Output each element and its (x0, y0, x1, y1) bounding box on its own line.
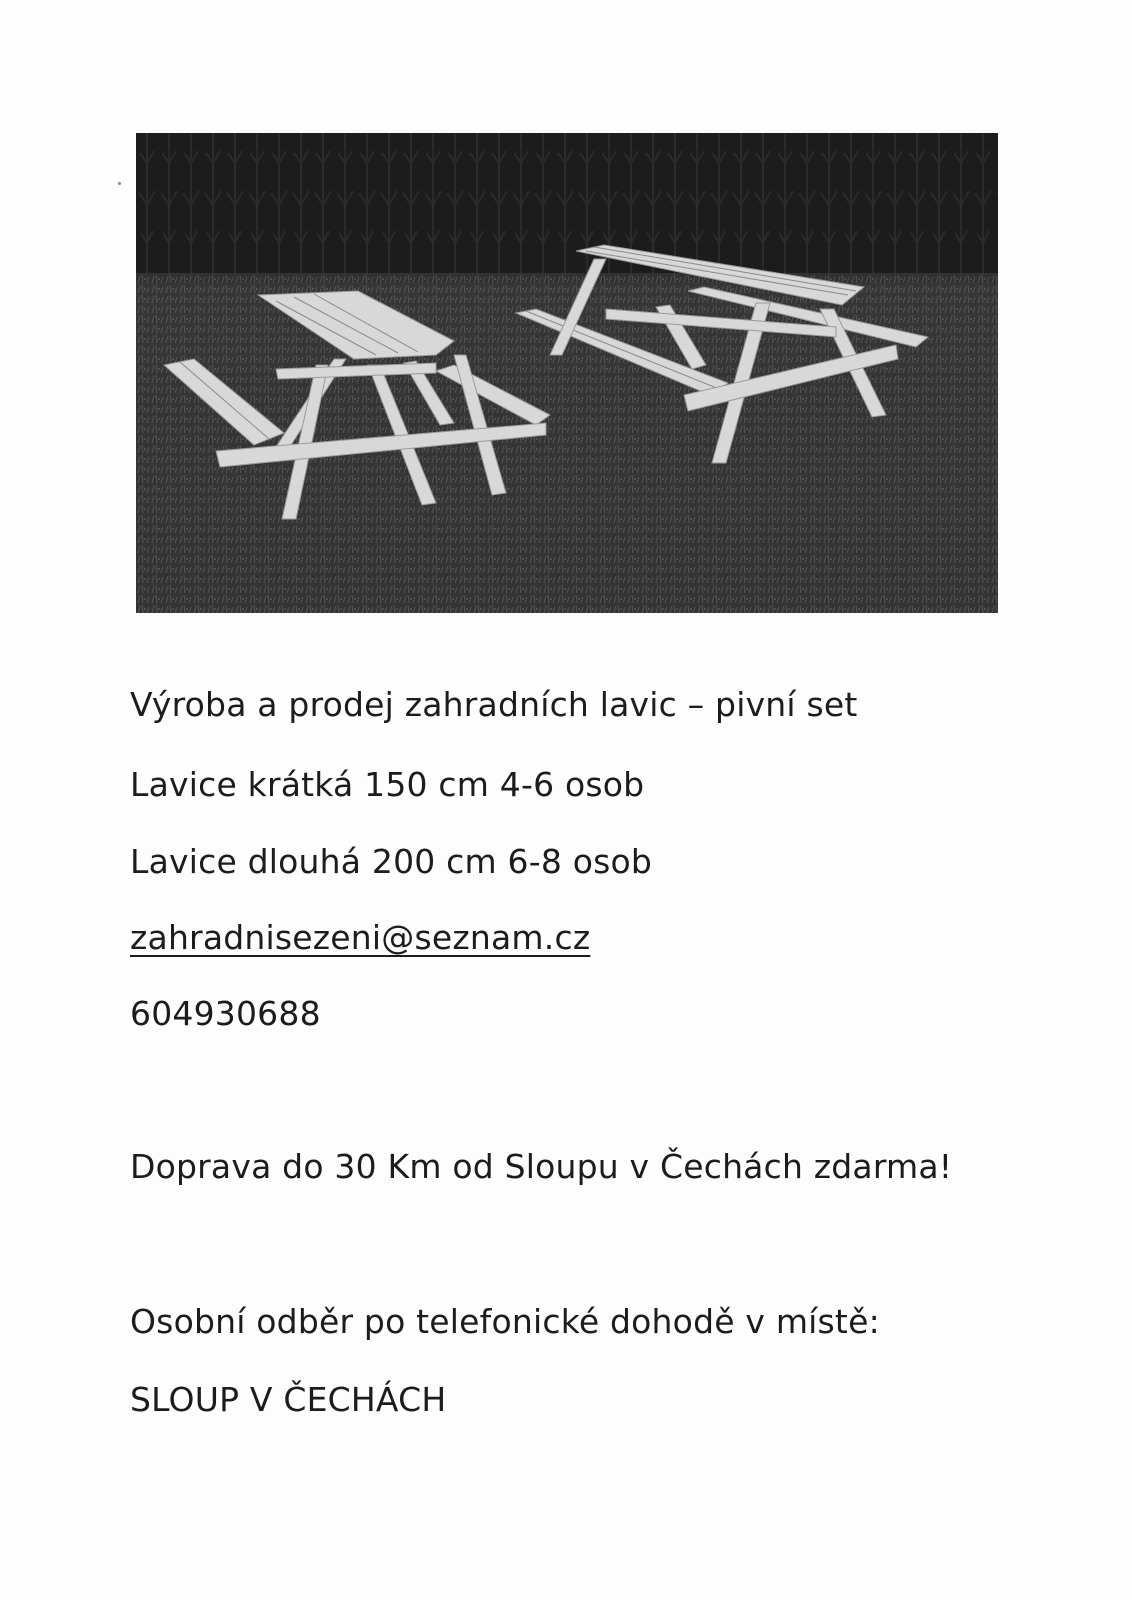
long-bench-line: Lavice dlouhá 200 cm 6-8 osob (130, 842, 653, 881)
picnic-tables-photo (136, 133, 998, 613)
title-line: Výroba a prodej zahradních lavic – pivní set (130, 685, 858, 724)
place-line: SLOUP V ČECHÁCH (130, 1380, 447, 1419)
email-link[interactable]: zahradnisezeni@seznam.cz (130, 918, 591, 957)
phone-line: 604930688 (130, 994, 321, 1033)
pickup-line: Osobní odběr po telefonické dohodě v místě: (130, 1302, 880, 1341)
short-bench-line: Lavice krátká 150 cm 4-6 osob (130, 765, 645, 804)
delivery-line: Doprava do 30 Km od Sloupu v Čechách zdarma! (130, 1147, 953, 1186)
email-line (130, 918, 590, 958)
scan-speck (118, 182, 121, 185)
